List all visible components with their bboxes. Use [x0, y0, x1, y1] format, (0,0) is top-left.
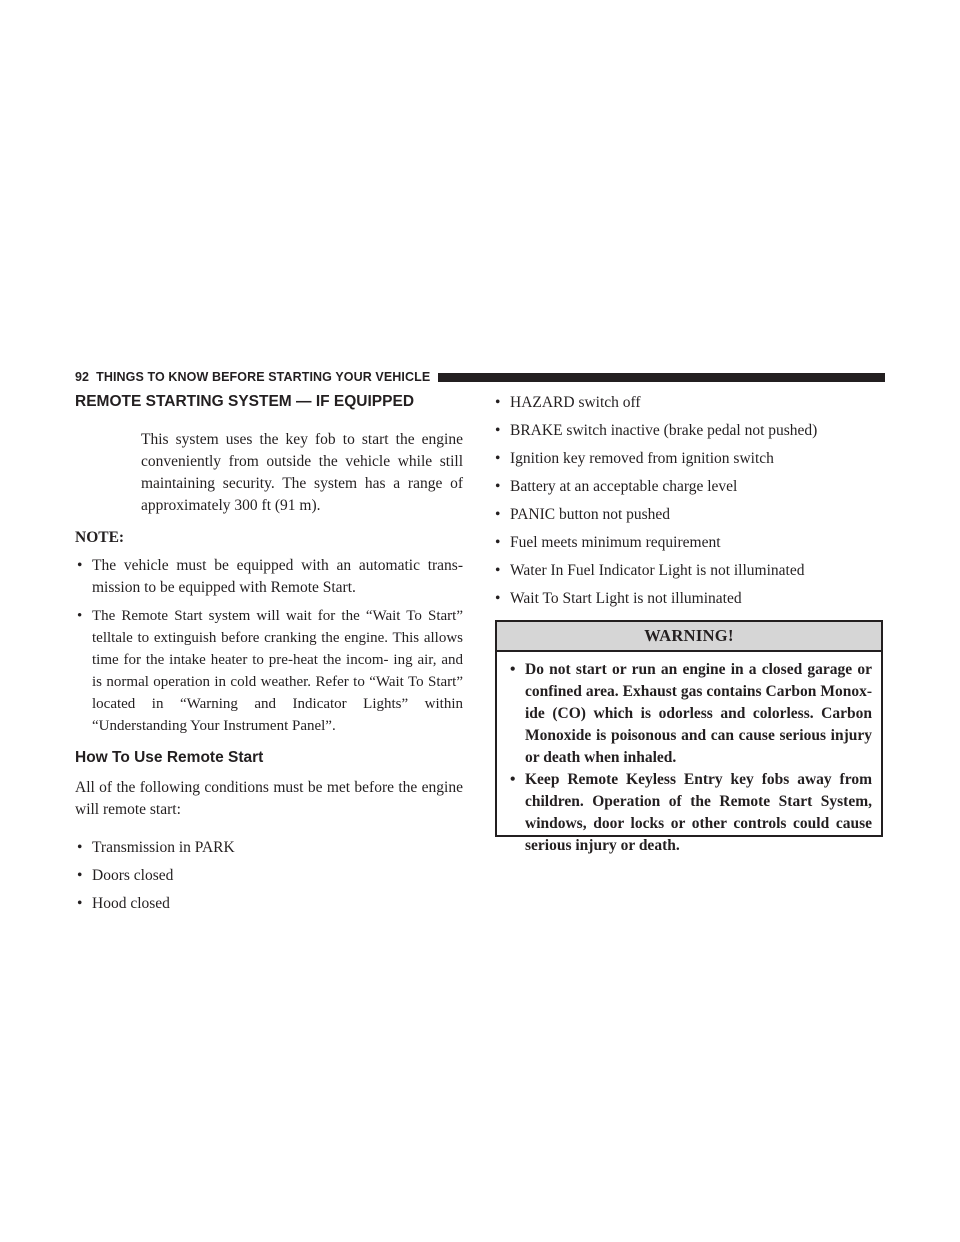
subsection-intro: All of the following conditions must be met before the engine will remote start:	[75, 779, 463, 818]
list-item	[75, 865, 463, 887]
list-item	[508, 769, 872, 857]
condition-text: Ignition key removed from ignition switch	[510, 450, 774, 467]
condition-text: Transmission in PARK	[92, 838, 235, 856]
bullet-icon: •	[77, 838, 83, 856]
page-header	[75, 368, 885, 386]
bullet-icon: •	[495, 590, 501, 607]
chapter-title: THINGS TO KNOW BEFORE STARTING YOUR VEHICLE	[96, 370, 431, 384]
bullet-icon: •	[495, 506, 501, 523]
condition-text: Hood closed	[92, 894, 170, 912]
bullet-icon: •	[77, 557, 83, 574]
condition-list-right	[493, 392, 883, 610]
warning-body	[497, 652, 881, 857]
section-intro: This system uses the key fob to start the engine conveniently from outside the vehicle while still maintaining security. The system has a range of approximately 300 ft (91 m).	[141, 431, 463, 514]
warning-box	[495, 620, 883, 854]
bullet-icon: •	[77, 866, 83, 884]
header-rule	[438, 373, 885, 382]
warning-list	[508, 659, 872, 857]
condition-list-left	[75, 837, 463, 915]
note-list	[75, 555, 463, 737]
condition-text: Water In Fuel Indicator Light is not illuminated	[510, 562, 805, 579]
list-item	[493, 588, 883, 610]
list-item	[508, 659, 872, 769]
warning-title: WARNING!	[497, 622, 881, 652]
list-item	[75, 605, 463, 737]
list-item	[493, 560, 883, 582]
list-item	[493, 476, 883, 498]
bullet-icon: •	[77, 894, 83, 912]
bullet-icon: •	[77, 608, 83, 624]
bullet-icon: •	[495, 562, 501, 579]
left-column	[75, 392, 463, 915]
condition-text: HAZARD switch off	[510, 394, 641, 411]
condition-text: Battery at an acceptable charge level	[510, 478, 738, 495]
warning-text: Keep Remote Keyless Entry key fobs away from children. Operation of the Remote Start System, windows, door locks or other controls could cause serious injury or death.	[525, 771, 872, 854]
list-item	[75, 837, 463, 859]
bullet-icon: •	[495, 478, 501, 495]
note-text: The Remote Start system will wait for the “Wait To Start” telltale to extinguish before cranking the engine. This allows time for the intake heater to pre-heat the incom- ing air, and is normal operation in cold weather. Refer to “Wait To Start” located in “Warning and Indicator Lights” within “Understanding Your Instrument Panel”.	[92, 608, 463, 734]
list-item	[75, 893, 463, 915]
note-text: The vehicle must be equipped with an automatic trans- mission to be equipped with Remote Start.	[92, 557, 463, 596]
list-item	[75, 555, 463, 599]
condition-text: Fuel meets minimum requirement	[510, 534, 721, 551]
page-number: 92	[75, 370, 90, 384]
list-item	[493, 420, 883, 442]
bullet-icon: •	[510, 771, 516, 788]
condition-text: BRAKE switch inactive (brake pedal not pushed)	[510, 422, 818, 439]
right-column	[493, 392, 883, 616]
condition-text: Doors closed	[92, 866, 174, 884]
bullet-icon: •	[495, 450, 501, 467]
section-title: REMOTE STARTING SYSTEM — IF EQUIPPED	[75, 393, 415, 410]
subsection-title: How To Use Remote Start	[75, 749, 264, 766]
bullet-icon: •	[495, 422, 501, 439]
bullet-icon: •	[495, 534, 501, 551]
condition-text: Wait To Start Light is not illuminated	[510, 590, 742, 607]
list-item	[493, 392, 883, 414]
bullet-icon: •	[495, 394, 501, 411]
list-item	[493, 532, 883, 554]
list-item	[493, 448, 883, 470]
condition-text: PANIC button not pushed	[510, 506, 671, 523]
note-label: NOTE:	[75, 529, 125, 546]
warning-text: Do not start or run an engine in a closed garage or confined area. Exhaust gas contains Carbon Monox- ide (CO) which is odorless and colorless. Carbon Monoxide is poisonous and can cause serious injury or death when inhaled.	[525, 661, 872, 766]
bullet-icon: •	[510, 661, 516, 678]
list-item	[493, 504, 883, 526]
